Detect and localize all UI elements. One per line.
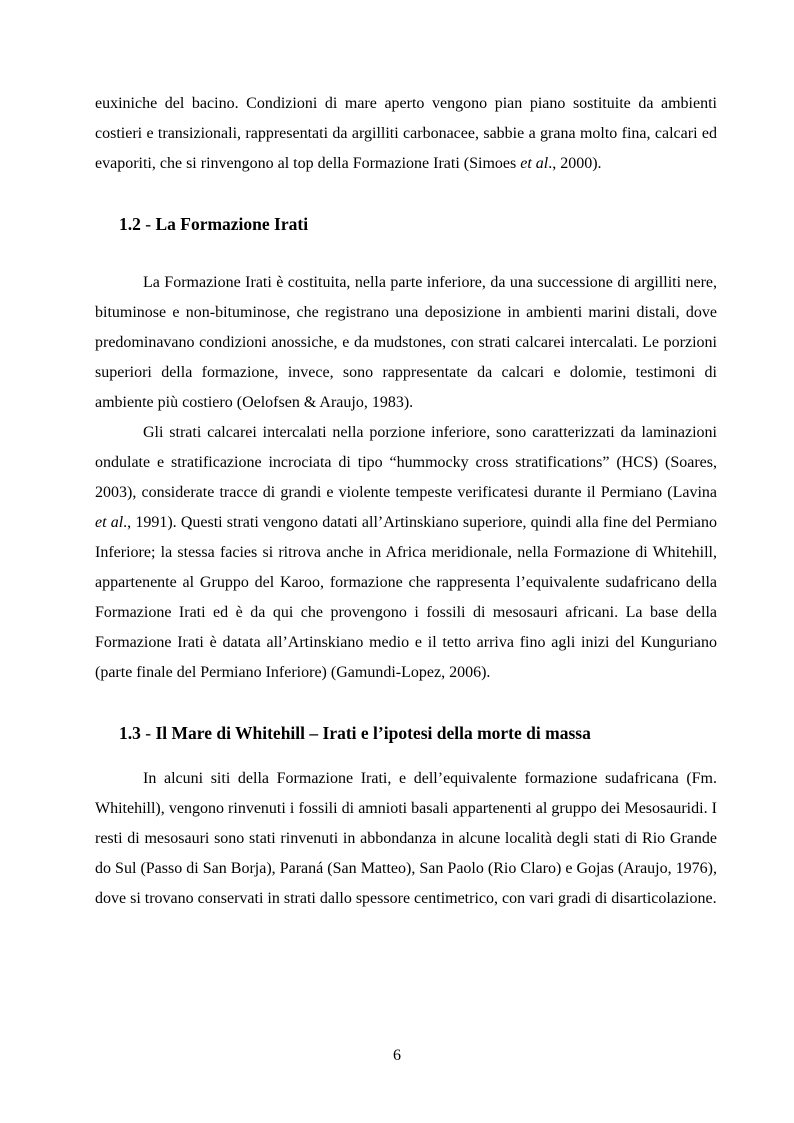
- section-1-2-separator: -: [140, 214, 156, 234]
- intro-text: euxiniche del bacino. Condizioni di mare aperto vengono pian piano sostituite da ambienti costieri e transizionali, rappresentati da argilliti carbonacee, sabbie a grana molto fina, calcari ed evaporiti, che si rinvengono al top della Formazione Irati (Simoes: [95, 95, 717, 172]
- intro-paragraph: [95, 89, 717, 179]
- intro-text-end: ., 2000).: [548, 155, 602, 172]
- section-1-3-separator: -: [140, 723, 156, 743]
- page-number: 6: [393, 1047, 401, 1064]
- section-1-2-paragraph-2-italic: et al: [95, 514, 124, 531]
- section-1-2-paragraph-2-text-end: ., 1991). Questi strati vengono datati all’Artinskiano superiore, quindi alla fine del Permiano Inferiore; la stessa facies si ritrova anche in Africa meridionale, nella Formazione di Whitehill, appartenente al Gruppo del Karoo, formazione che rappresenta l’equivalente sudafricano della Formazione Irati ed è da qui che provengono i fossili di mesosauri africani. La base della Formazione Irati è datata all’Artinskiano medio e il tetto arriva fino agli inizi del Kunguriano (parte finale del Permiano Inferiore) (Gamundi-Lopez, 2006).: [95, 514, 718, 681]
- intro-italic: et al: [520, 155, 549, 172]
- section-1-3-heading: [95, 718, 717, 748]
- section-1-3-paragraph-1: In alcuni siti della Formazione Irati, e dell’equivalente formazione sudafricana (Fm. Whitehill), vengono rinvenuti i fossili di amnioti basali appartenenti al gruppo dei Mesosauridi. I resti di mesosauri sono stati rinvenuti in abbondanza in alcune località degli stati di Rio Grande do Sul (Passo di San Borja), Paraná (San Matteo), San Paolo (Rio Claro) e Gojas (Araujo, 1976), dove si trovano conservati in strati dallo spessore centimetrico, con vari gradi di disarticolazione.: [95, 770, 717, 907]
- section-1-2-number: 1.2: [119, 214, 141, 234]
- section-1-2-paragraph-2: [95, 418, 717, 688]
- section-1-2-paragraph-1: La Formazione Irati è costituita, nella parte inferiore, da una successione di argilliti nere, bituminose e non-bituminose, che registrano una deposizione in ambienti marini distali, dove predominavano condizioni anossiche, e da mudstones, con strati calcarei intercalati. Le porzioni superiori della formazione, invece, sono rappresentate da calcari e dolomie, testimoni di ambiente più costiero (Oelofsen & Araujo, 1983).: [95, 274, 717, 411]
- section-1-3-number: 1.3: [119, 723, 141, 743]
- section-1-3-title: Il Mare di Whitehill – Irati e l’ipotesi della morte di massa: [155, 723, 591, 743]
- section-1-2-heading: [95, 209, 717, 239]
- section-1-2-title: La Formazione Irati: [155, 214, 309, 234]
- page-body: [95, 89, 717, 914]
- section-1-2-paragraph-2-text: Gli strati calcarei intercalati nella porzione inferiore, sono caratterizzati da laminazioni ondulate e stratificazione incrociata di tipo “hummocky cross stratifications” (HCS) (Soares, 2003), considerate tracce di grandi e violente tempeste verificatesi durante il Permiano (Lavina: [95, 424, 717, 501]
